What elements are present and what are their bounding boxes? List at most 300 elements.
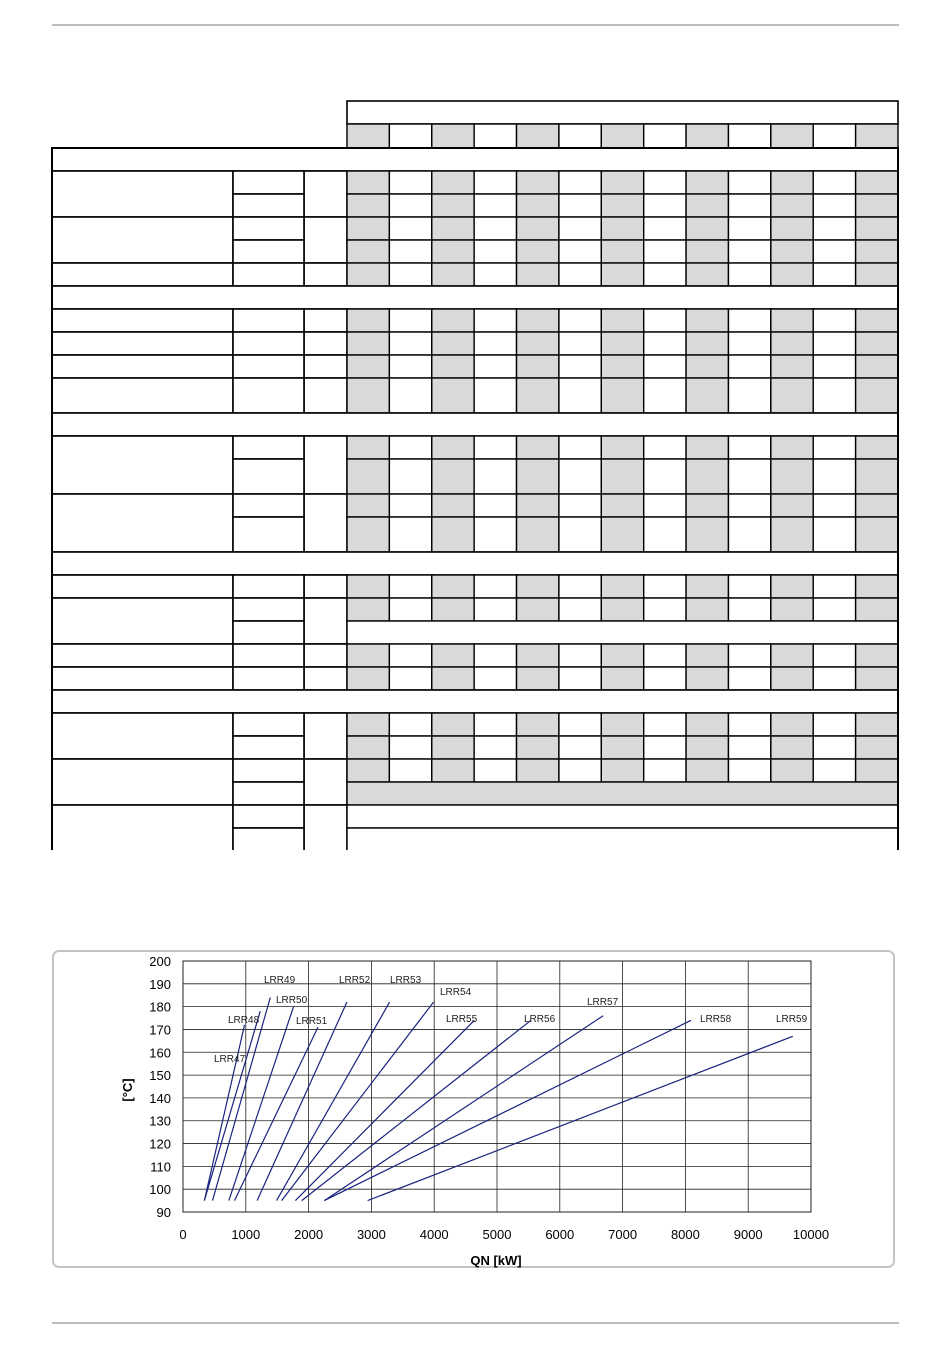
value-cell bbox=[347, 309, 389, 332]
value-cell bbox=[856, 355, 898, 378]
value-cell bbox=[474, 124, 516, 148]
sub-parameter-cell bbox=[233, 240, 304, 263]
x-tick-label: 5000 bbox=[482, 1227, 512, 1242]
value-cell bbox=[474, 713, 516, 736]
value-cell bbox=[517, 494, 559, 517]
temperature-power-chart bbox=[54, 952, 897, 1270]
unit-cell bbox=[304, 575, 347, 598]
value-cell bbox=[644, 759, 686, 782]
value-cell bbox=[771, 494, 813, 517]
value-cell bbox=[644, 309, 686, 332]
value-cell bbox=[432, 667, 474, 690]
value-cell bbox=[559, 217, 601, 240]
value-cell bbox=[728, 494, 770, 517]
value-cell bbox=[601, 309, 643, 332]
unit-cell bbox=[304, 217, 347, 263]
value-cell bbox=[347, 263, 389, 286]
unit-cell bbox=[304, 171, 347, 217]
value-cell bbox=[432, 713, 474, 736]
value-cell bbox=[474, 171, 516, 194]
value-cell bbox=[347, 459, 389, 494]
value-cell bbox=[389, 217, 431, 240]
value-cell bbox=[432, 575, 474, 598]
value-cell bbox=[686, 667, 728, 690]
value-cell bbox=[474, 263, 516, 286]
value-cell bbox=[813, 667, 855, 690]
value-cell bbox=[813, 171, 855, 194]
parameter-label-cell bbox=[52, 644, 233, 667]
value-cell bbox=[347, 355, 389, 378]
value-cell bbox=[389, 378, 431, 413]
unit-cell bbox=[304, 263, 347, 286]
value-cell bbox=[389, 459, 431, 494]
value-cell bbox=[813, 713, 855, 736]
value-cell bbox=[559, 759, 601, 782]
value-cell bbox=[517, 575, 559, 598]
value-cell bbox=[474, 517, 516, 552]
value-cell bbox=[517, 644, 559, 667]
sub-parameter-cell bbox=[233, 309, 304, 332]
series-label-lrr56: LRR56 bbox=[524, 1014, 556, 1025]
value-cell bbox=[771, 355, 813, 378]
value-cell bbox=[728, 736, 770, 759]
value-cell bbox=[389, 263, 431, 286]
value-cell bbox=[644, 517, 686, 552]
table-header-top bbox=[347, 101, 898, 124]
value-cell bbox=[432, 124, 474, 148]
y-tick-label: 150 bbox=[149, 1068, 171, 1084]
value-cell bbox=[601, 598, 643, 621]
series-label-lrr55: LRR55 bbox=[446, 1014, 478, 1025]
value-cell bbox=[517, 194, 559, 217]
value-cell bbox=[517, 263, 559, 286]
y-tick-label: 100 bbox=[149, 1182, 171, 1198]
value-cell bbox=[728, 667, 770, 690]
value-cell bbox=[347, 494, 389, 517]
sub-parameter-cell bbox=[233, 621, 304, 644]
value-cell bbox=[644, 667, 686, 690]
sub-parameter-cell bbox=[233, 194, 304, 217]
value-cell bbox=[559, 736, 601, 759]
value-cell bbox=[728, 644, 770, 667]
value-cell bbox=[474, 309, 516, 332]
value-cell bbox=[728, 598, 770, 621]
value-cell bbox=[686, 194, 728, 217]
value-cell bbox=[813, 332, 855, 355]
value-cell bbox=[686, 494, 728, 517]
value-cell bbox=[517, 124, 559, 148]
value-cell bbox=[856, 459, 898, 494]
value-cell bbox=[559, 517, 601, 552]
value-cell bbox=[389, 355, 431, 378]
value-cell bbox=[686, 436, 728, 459]
value-cell bbox=[389, 736, 431, 759]
value-cell bbox=[771, 332, 813, 355]
parameter-label-cell bbox=[52, 217, 233, 263]
value-cell bbox=[856, 171, 898, 194]
value-cell bbox=[347, 217, 389, 240]
value-cell bbox=[432, 240, 474, 263]
value-cell bbox=[601, 736, 643, 759]
value-cell bbox=[474, 736, 516, 759]
value-cell bbox=[517, 713, 559, 736]
value-cell bbox=[347, 517, 389, 552]
parameter-label-cell bbox=[52, 759, 233, 805]
sub-parameter-cell bbox=[233, 736, 304, 759]
series-label-lrr48: LRR48 bbox=[228, 1015, 260, 1026]
value-cell bbox=[389, 494, 431, 517]
value-cell bbox=[686, 355, 728, 378]
sub-parameter-cell bbox=[233, 713, 304, 736]
value-cell bbox=[601, 667, 643, 690]
value-cell bbox=[432, 459, 474, 494]
value-cell bbox=[686, 332, 728, 355]
value-cell bbox=[389, 759, 431, 782]
value-cell bbox=[432, 263, 474, 286]
parameter-label-cell bbox=[52, 263, 233, 286]
value-cell bbox=[432, 171, 474, 194]
value-cell bbox=[347, 378, 389, 413]
value-cell bbox=[813, 217, 855, 240]
value-cell bbox=[389, 240, 431, 263]
value-cell bbox=[474, 355, 516, 378]
y-tick-label: 140 bbox=[149, 1090, 171, 1106]
value-cell bbox=[856, 263, 898, 286]
value-cell bbox=[474, 494, 516, 517]
value-cell bbox=[644, 494, 686, 517]
value-cell bbox=[559, 240, 601, 263]
sub-parameter-cell bbox=[233, 828, 304, 850]
sub-parameter-cell bbox=[233, 378, 304, 413]
parameter-label-cell bbox=[52, 171, 233, 217]
value-cell bbox=[601, 194, 643, 217]
sub-parameter-cell bbox=[233, 217, 304, 240]
value-cell bbox=[813, 644, 855, 667]
value-cell bbox=[856, 194, 898, 217]
section-header-row bbox=[52, 552, 898, 575]
value-cell bbox=[474, 217, 516, 240]
value-cell bbox=[644, 194, 686, 217]
value-cell bbox=[813, 517, 855, 552]
value-cell bbox=[686, 575, 728, 598]
unit-cell bbox=[304, 713, 347, 759]
value-cell bbox=[856, 736, 898, 759]
value-cell bbox=[601, 240, 643, 263]
value-cell bbox=[856, 124, 898, 148]
value-cell bbox=[728, 171, 770, 194]
series-label-lrr51: LRR51 bbox=[296, 1016, 328, 1027]
parameter-label-cell bbox=[52, 667, 233, 690]
value-cell bbox=[813, 194, 855, 217]
value-cell bbox=[347, 332, 389, 355]
value-cell bbox=[432, 355, 474, 378]
value-cell bbox=[601, 171, 643, 194]
section-header-row bbox=[52, 690, 898, 713]
value-cell bbox=[517, 736, 559, 759]
y-tick-label: 180 bbox=[149, 999, 171, 1015]
value-cell bbox=[813, 436, 855, 459]
value-cell bbox=[686, 263, 728, 286]
value-cell bbox=[771, 217, 813, 240]
series-label-lrr53: LRR53 bbox=[390, 975, 422, 986]
series-label-lrr54: LRR54 bbox=[440, 987, 472, 998]
value-cell bbox=[686, 459, 728, 494]
sub-parameter-cell bbox=[233, 575, 304, 598]
parameter-label-cell bbox=[52, 355, 233, 378]
value-cell bbox=[474, 598, 516, 621]
value-cell bbox=[601, 517, 643, 552]
value-cell bbox=[517, 667, 559, 690]
value-cell bbox=[728, 459, 770, 494]
series-label-lrr50: LRR50 bbox=[276, 995, 308, 1006]
value-cell bbox=[517, 378, 559, 413]
value-cell bbox=[389, 598, 431, 621]
value-cell bbox=[474, 575, 516, 598]
value-cell bbox=[813, 736, 855, 759]
series-label-lrr57: LRR57 bbox=[587, 997, 619, 1008]
value-cell bbox=[728, 713, 770, 736]
unit-cell bbox=[304, 644, 347, 667]
value-cell bbox=[771, 598, 813, 621]
value-cell bbox=[771, 667, 813, 690]
value-cell bbox=[601, 759, 643, 782]
value-cell bbox=[813, 355, 855, 378]
value-cell bbox=[559, 436, 601, 459]
value-cell bbox=[432, 494, 474, 517]
x-axis-label: QN [kW] bbox=[470, 1253, 522, 1268]
y-tick-label: 170 bbox=[149, 1022, 171, 1038]
value-cell bbox=[517, 759, 559, 782]
value-cell bbox=[517, 459, 559, 494]
value-cell bbox=[347, 667, 389, 690]
value-cell bbox=[432, 598, 474, 621]
value-cell bbox=[601, 332, 643, 355]
value-cell bbox=[474, 459, 516, 494]
sub-parameter-cell bbox=[233, 494, 304, 517]
value-cell bbox=[728, 263, 770, 286]
value-cell bbox=[728, 575, 770, 598]
value-cell bbox=[686, 517, 728, 552]
value-cell bbox=[474, 759, 516, 782]
value-cell bbox=[559, 713, 601, 736]
value-cell bbox=[474, 667, 516, 690]
section-header-row bbox=[52, 286, 898, 309]
value-cell bbox=[559, 194, 601, 217]
value-cell bbox=[517, 309, 559, 332]
value-cell bbox=[389, 124, 431, 148]
value-cell bbox=[813, 240, 855, 263]
value-cell bbox=[347, 124, 389, 148]
value-cell bbox=[601, 378, 643, 413]
value-cell bbox=[347, 240, 389, 263]
value-cell bbox=[559, 644, 601, 667]
value-cell bbox=[771, 309, 813, 332]
y-tick-label: 120 bbox=[149, 1136, 171, 1152]
value-cell bbox=[601, 494, 643, 517]
value-cell bbox=[856, 240, 898, 263]
x-tick-label: 10000 bbox=[792, 1227, 830, 1242]
value-cell bbox=[856, 332, 898, 355]
value-cell bbox=[432, 332, 474, 355]
value-cell bbox=[813, 494, 855, 517]
value-cell bbox=[474, 378, 516, 413]
value-cell bbox=[389, 575, 431, 598]
value-cell bbox=[517, 436, 559, 459]
value-cell bbox=[474, 332, 516, 355]
value-cell bbox=[728, 194, 770, 217]
value-cell bbox=[644, 459, 686, 494]
value-cell bbox=[686, 378, 728, 413]
value-cell bbox=[601, 436, 643, 459]
value-cell bbox=[813, 263, 855, 286]
value-cell bbox=[856, 713, 898, 736]
parameter-label-cell bbox=[52, 598, 233, 644]
value-cell bbox=[644, 332, 686, 355]
value-cell bbox=[517, 598, 559, 621]
value-cell bbox=[813, 124, 855, 148]
value-cell bbox=[644, 598, 686, 621]
value-cell bbox=[347, 194, 389, 217]
y-tick-label: 110 bbox=[150, 1159, 171, 1175]
value-cell bbox=[432, 194, 474, 217]
value-cell bbox=[474, 194, 516, 217]
value-cell bbox=[432, 644, 474, 667]
value-cell bbox=[559, 598, 601, 621]
sub-parameter-cell bbox=[233, 759, 304, 782]
unit-cell bbox=[304, 309, 347, 332]
value-cell bbox=[347, 171, 389, 194]
value-cell bbox=[771, 240, 813, 263]
value-cell-merged bbox=[347, 828, 898, 850]
value-cell bbox=[517, 240, 559, 263]
value-cell bbox=[856, 667, 898, 690]
value-cell bbox=[771, 736, 813, 759]
series-label-lrr52: LRR52 bbox=[339, 975, 371, 986]
sub-parameter-cell bbox=[233, 171, 304, 194]
value-cell bbox=[389, 517, 431, 552]
unit-cell bbox=[304, 378, 347, 413]
value-cell bbox=[813, 759, 855, 782]
value-cell bbox=[813, 598, 855, 621]
value-cell bbox=[601, 575, 643, 598]
unit-cell bbox=[304, 805, 347, 850]
value-cell bbox=[771, 194, 813, 217]
value-cell bbox=[686, 171, 728, 194]
value-cell bbox=[559, 263, 601, 286]
value-cell bbox=[347, 644, 389, 667]
value-cell bbox=[771, 759, 813, 782]
y-axis-label: [°C] bbox=[120, 1078, 135, 1102]
value-cell bbox=[771, 459, 813, 494]
series-label-lrr49: LRR49 bbox=[264, 975, 296, 986]
value-cell-merged bbox=[347, 782, 898, 805]
sub-parameter-cell bbox=[233, 667, 304, 690]
value-cell bbox=[856, 494, 898, 517]
value-cell bbox=[644, 644, 686, 667]
value-cell bbox=[517, 517, 559, 552]
value-cell bbox=[559, 171, 601, 194]
value-cell bbox=[347, 736, 389, 759]
sub-parameter-cell bbox=[233, 436, 304, 459]
parameter-label-cell bbox=[52, 378, 233, 413]
x-tick-label: 2000 bbox=[294, 1227, 324, 1242]
value-cell bbox=[559, 124, 601, 148]
parameter-label-cell bbox=[52, 713, 233, 759]
value-cell bbox=[686, 713, 728, 736]
value-cell bbox=[389, 436, 431, 459]
value-cell bbox=[856, 644, 898, 667]
bottom-rule bbox=[52, 1322, 899, 1324]
y-tick-label: 200 bbox=[149, 954, 171, 969]
value-cell bbox=[432, 517, 474, 552]
value-cell bbox=[856, 309, 898, 332]
value-cell bbox=[728, 217, 770, 240]
value-cell bbox=[771, 124, 813, 148]
series-label-lrr47: LRR47 bbox=[214, 1054, 246, 1065]
sub-parameter-cell bbox=[233, 332, 304, 355]
value-cell bbox=[813, 378, 855, 413]
value-cell bbox=[389, 667, 431, 690]
value-cell bbox=[856, 217, 898, 240]
value-cell bbox=[601, 124, 643, 148]
y-tick-label: 160 bbox=[149, 1045, 171, 1061]
sub-parameter-cell bbox=[233, 598, 304, 621]
value-cell bbox=[559, 378, 601, 413]
value-cell bbox=[517, 355, 559, 378]
value-cell bbox=[686, 598, 728, 621]
value-cell bbox=[728, 517, 770, 552]
value-cell bbox=[728, 436, 770, 459]
value-cell bbox=[644, 736, 686, 759]
sub-parameter-cell bbox=[233, 355, 304, 378]
value-cell bbox=[559, 309, 601, 332]
value-cell bbox=[728, 332, 770, 355]
value-cell bbox=[601, 355, 643, 378]
value-cell bbox=[389, 332, 431, 355]
value-cell bbox=[559, 667, 601, 690]
unit-cell bbox=[304, 332, 347, 355]
value-cell bbox=[474, 240, 516, 263]
value-cell bbox=[389, 171, 431, 194]
value-cell bbox=[856, 378, 898, 413]
value-cell bbox=[771, 517, 813, 552]
value-cell bbox=[601, 459, 643, 494]
value-cell bbox=[856, 759, 898, 782]
value-cell bbox=[686, 240, 728, 263]
value-cell bbox=[856, 517, 898, 552]
x-tick-label: 0 bbox=[179, 1227, 187, 1242]
value-cell bbox=[644, 378, 686, 413]
parameter-label-cell bbox=[52, 332, 233, 355]
value-cell-merged bbox=[347, 621, 898, 644]
unit-cell bbox=[304, 667, 347, 690]
series-label-lrr58: LRR58 bbox=[700, 1014, 732, 1025]
chart-panel bbox=[52, 950, 895, 1268]
value-cell bbox=[644, 436, 686, 459]
value-cell bbox=[389, 309, 431, 332]
sub-parameter-cell bbox=[233, 517, 304, 552]
value-cell bbox=[686, 644, 728, 667]
value-cell bbox=[347, 759, 389, 782]
section-header-row bbox=[52, 148, 898, 171]
value-cell bbox=[686, 124, 728, 148]
value-cell bbox=[813, 459, 855, 494]
value-cell bbox=[728, 759, 770, 782]
value-cell bbox=[474, 436, 516, 459]
section-header-row bbox=[52, 413, 898, 436]
value-cell bbox=[347, 598, 389, 621]
value-cell bbox=[644, 263, 686, 286]
